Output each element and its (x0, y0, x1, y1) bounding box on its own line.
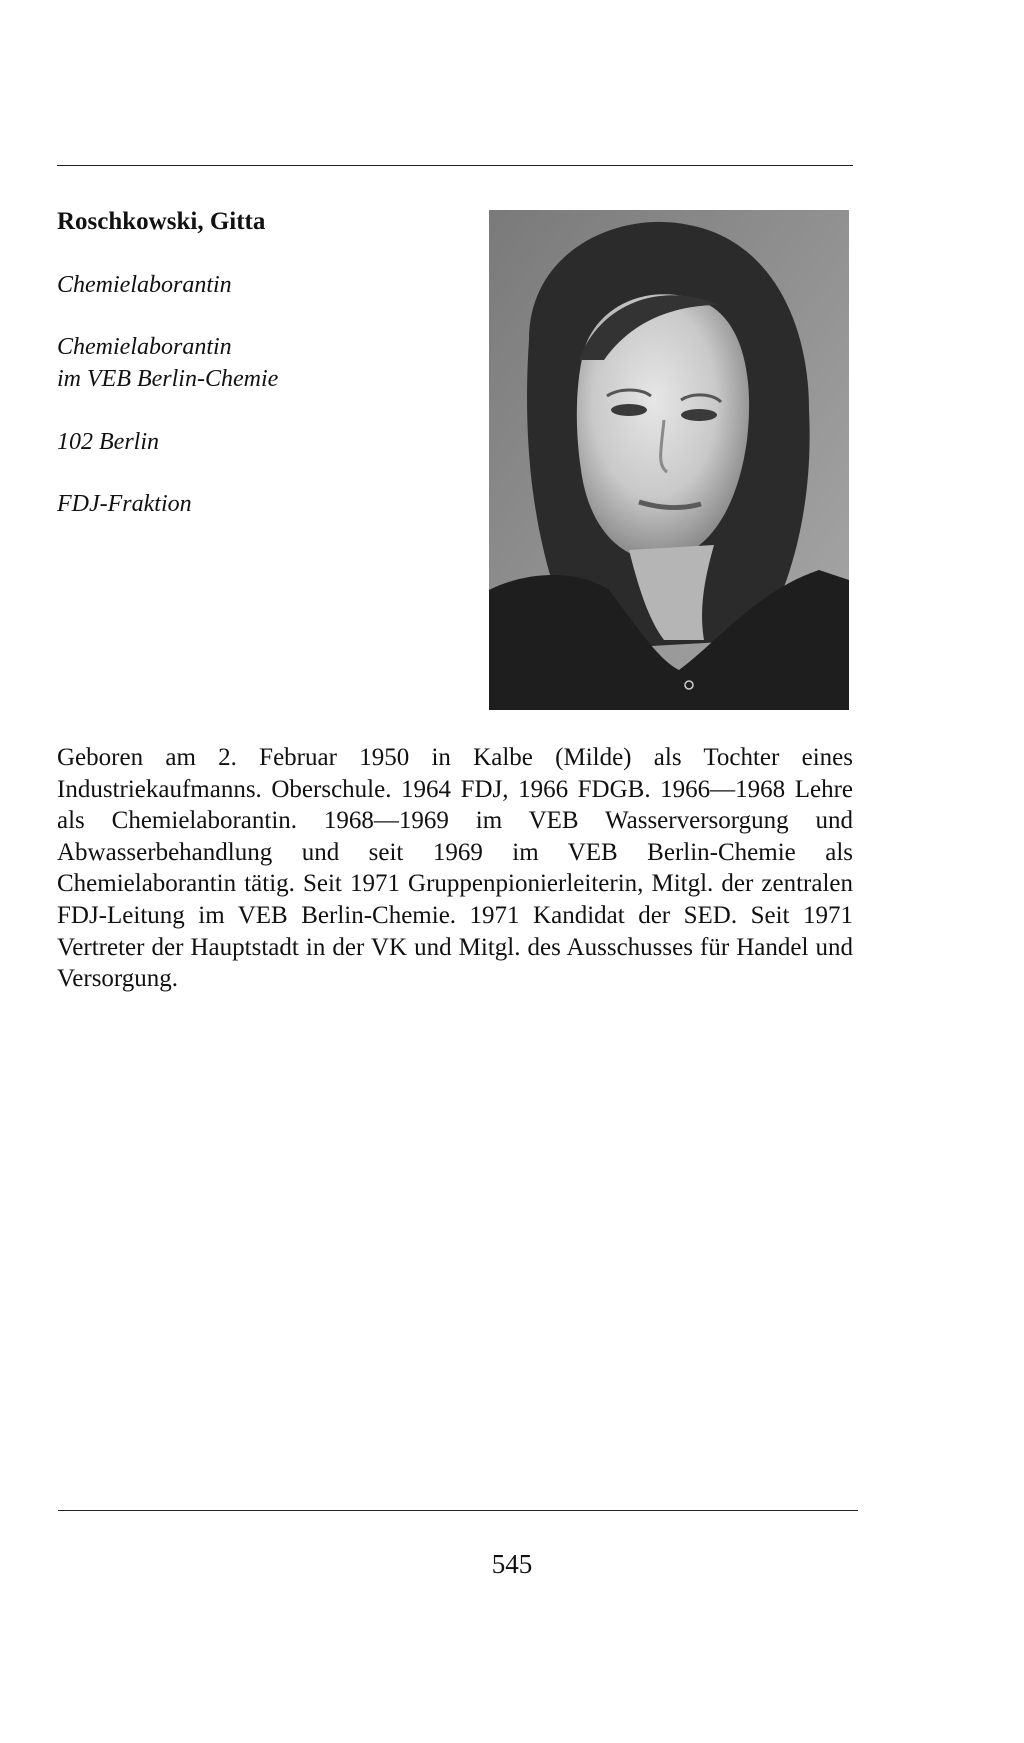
position-line: Chemielaborantin (57, 334, 232, 360)
entry-header (57, 205, 477, 550)
page-number: 545 (491, 1549, 533, 1579)
position (57, 331, 477, 395)
bottom-rule (58, 1510, 858, 1511)
faction: FDJ-Fraktion (57, 491, 192, 517)
position-line: im VEB Berlin-Chemie (57, 366, 279, 392)
profession: Chemielaborantin (57, 272, 232, 298)
constituency: 102 Berlin (57, 429, 159, 455)
portrait-photo (489, 210, 849, 710)
top-rule (57, 165, 853, 166)
person-name: Roschkowski, Gitta (57, 208, 266, 235)
biography-text: Geboren am 2. Februar 1950 in Kalbe (Milde) als Tochter eines Industriekaufmanns. Oberschule. 1964 FDJ, 1966 FDGB. 1966—1968 Lehre als Chemielaborantin. 1968—1969 im VEB Wasserversorgung und Abwasserbehandlung und seit 1969 im VEB Berlin-Chemie als Chemielaborantin tätig. Seit 1971 Gruppenpionierleiterin, Mitgl. der zentralen FDJ-Leitung im VEB Berlin-Chemie. 1971 Kandidat der SED. Seit 1971 Vertreter der Hauptstadt in der VK und Mitgl. des Ausschusses für Handel und Versorgung. (57, 744, 853, 993)
